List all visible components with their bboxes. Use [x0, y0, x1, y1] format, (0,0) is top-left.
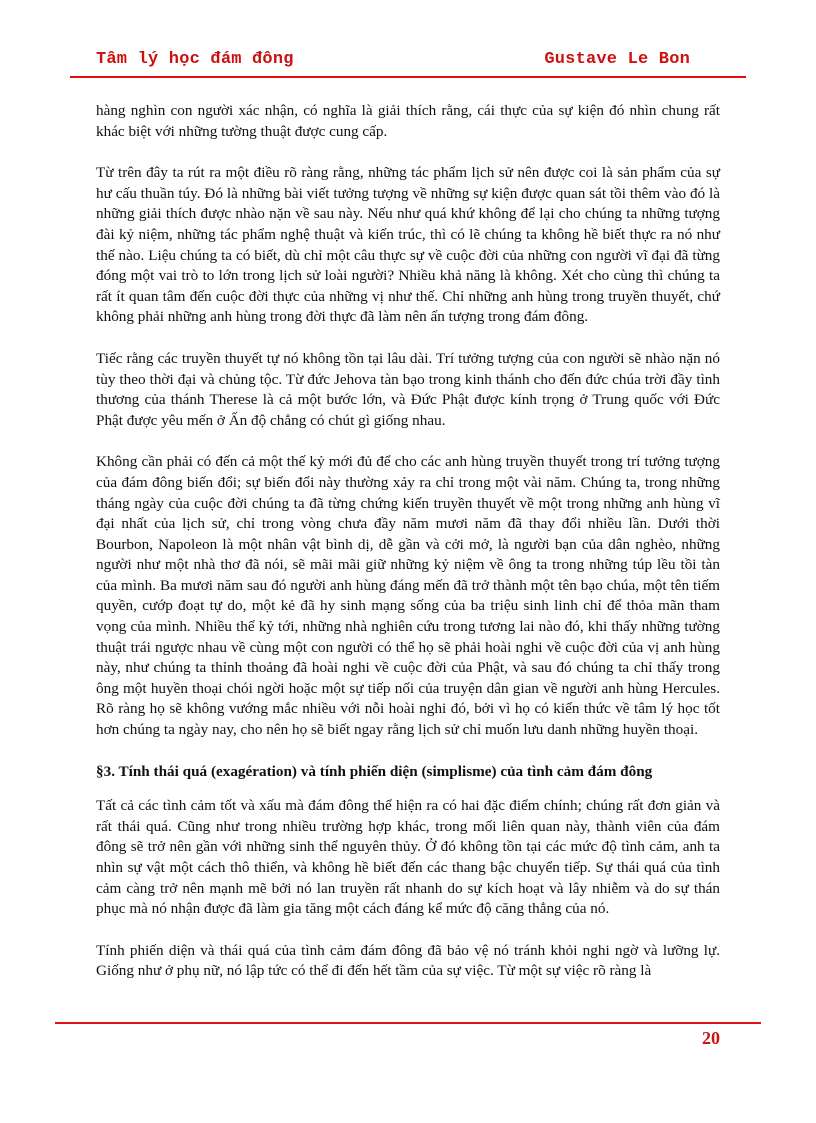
page-header	[70, 50, 746, 76]
page-body	[96, 101, 720, 1003]
section-heading: §3. Tính thái quá (exagération) và tính phiến diện (simplisme) của tình cảm đám đông	[96, 762, 653, 780]
header-divider	[70, 76, 746, 78]
paragraph: Không cần phải có đến cả một thế kỷ mới đủ để cho các anh hùng truyền thuyết trong trí tưởng tượng của đám đông biến đổi; sự biến đổi này thường xảy ra chỉ trong một vài năm. Chúng ta, trong những tháng ngày của cuộc đời chúng ta đã từng chứng kiến truyền thuyết về một trong những anh hùng vĩ đại nhất của lịch sử, chỉ trong vòng chưa đầy năm mươi năm đã thay đổi nhiều lần. Dưới thời Bourbon, Napoleon là một nhân vật bình dị, dễ gần và cởi mở, là người bạn của dân nghèo, những người như một nhà thơ đã nói, sẽ mãi mãi giữ những kỷ niệm về ông ta trong những túp lều tồi tàn của mình. Ba mươi năm sau đó người anh hùng đáng mến đã trở thành một tên bạo chúa, một tên tiếm quyền, cướp đoạt tự do, một kẻ đã hy sinh mạng sống của ba triệu sinh linh chỉ để thỏa mãn tham vọng của mình. Nhiều thế kỷ tới, những nhà nghiên cứu trong tương lai nào đó, khi thấy những tường thuật trái ngược nhau về cùng một con người có thể họ sẽ phải hoài nghi về cuộc đời của vị anh hùng này, như chúng ta thỉnh thoảng đã hoài nghi về cuộc đời của Phật, và sau đó chúng ta chỉ thấy trong ông một huyền thoại chói ngời hoặc một sự tiếp nối của truyện dân gian về người anh hùng Hercules. Rõ ràng họ sẽ không vướng mắc nhiều với nỗi hoài nghi đó, bởi vì họ có kiến thức về tâm lý học tốt hơn chúng ta ngày nay, cho nên họ sẽ biết ngay rằng lịch sử chỉ muốn lưu danh những huyền thoại.	[96, 453, 720, 739]
book-title: Tâm lý học đám đông	[96, 50, 294, 69]
footer-divider	[55, 1022, 761, 1024]
page-number: 20	[702, 1028, 720, 1048]
paragraph: Tính phiến diện và thái quá của tình cảm đám đông đã bảo vệ nó tránh khỏi nghi ngờ và lưỡng lự. Giống như ở phụ nữ, nó lập tức có thể đi đến hết tầm của sự việc. Từ một sự việc rõ ràng là	[96, 941, 720, 980]
paragraph: Từ trên đây ta rút ra một điều rõ ràng rằng, những tác phẩm lịch sử nên được coi là sản phẩm của sự hư cấu thuần túy. Đó là những bài viết tưởng tượng về những sự kiện được quan sát tồi thêm vào đó là những giải thích được nhào nặn về sau này. Nếu như quá khứ không để lại cho chúng ta những tượng đài kỷ niệm, những tác phẩm nghệ thuật và kiến trúc, thì có lẽ chúng ta không hề biết thực ra nó như thế nào. Liệu chúng ta có biết, dù chỉ một câu thực sự về cuộc đời của những con người vĩ đại đã từng đóng một vai trò to lớn trong lịch sử loài người? Nhiều khả năng là không. Xét cho cùng thì chúng ta rất ít quan tâm đến cuộc đời thực của những vị như thế. Chỉ những anh hùng trong truyền thuyết, chứ không phải những anh hùng trong đời thực đã làm nên ấn tượng trong đám đông.	[96, 164, 720, 326]
paragraph: Tất cả các tình cảm tốt và xấu mà đám đông thể hiện ra có hai đặc điểm chính; chúng rất đơn giản và rất thái quá. Cũng như trong nhiều trường hợp khác, trong mối liên quan này, thành viên của đám đông sẽ trở nên gần với những sinh thể nguyên thủy. Ở đó không tồn tại các mức độ tình cảm, anh ta nhìn sự vật một cách thô thiển, và không hề biết đến các thang bậc chuyển tiếp. Sự thái quá của tình cảm càng trở nên mạnh mẽ bởi nó lan truyền rất nhanh do sự kích hoạt và lây nhiễm và do sự thán phục mà nó nhận được đã làm gia tăng một cách đáng kể mức độ căng thẳng của nó.	[96, 797, 720, 918]
book-author: Gustave Le Bon	[544, 50, 690, 69]
paragraph: hàng nghìn con người xác nhận, có nghĩa là giải thích rằng, cái thực của sự kiện đó nhìn chung rất khác biệt với những tường thuật được cung cấp.	[96, 102, 720, 140]
paragraph: Tiếc rằng các truyền thuyết tự nó không tồn tại lâu dài. Trí tưởng tượng của con người sẽ nhào nặn nó tùy theo thời đại và chủng tộc. Từ đức Jehova tàn bạo trong kinh thánh cho đến đức chúa trời đầy tình thương của thánh Therese là cả một bước lớn, và Đức Phật được kính trọng ở Trung quốc với Đức Phật được yêu mến ở Ấn độ chẳng có chút gì giống nhau.	[96, 349, 720, 429]
